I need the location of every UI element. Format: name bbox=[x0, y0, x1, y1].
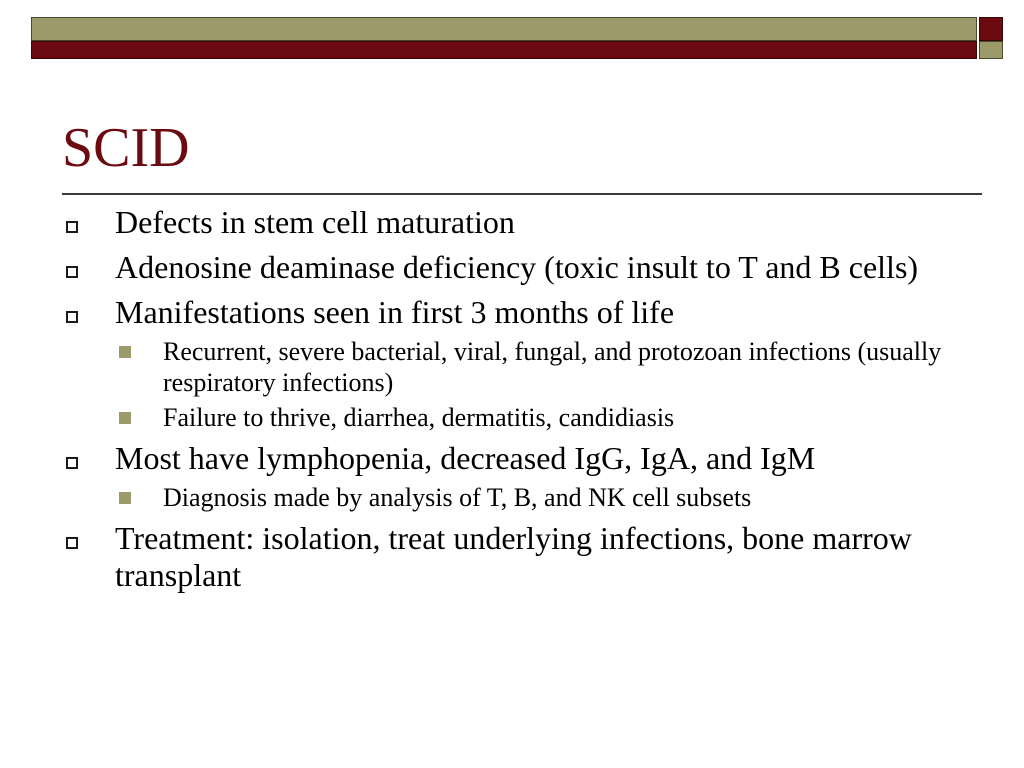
bullet-item bbox=[62, 294, 982, 331]
title-divider bbox=[62, 193, 982, 195]
hollow-square-bullet-icon bbox=[66, 457, 78, 469]
hollow-square-bullet-icon bbox=[66, 266, 78, 278]
header-square-olive bbox=[979, 41, 1003, 59]
bullet-text: Adenosine deaminase deficiency (toxic insult to T and B cells) bbox=[115, 249, 919, 285]
hollow-square-bullet-icon bbox=[66, 311, 78, 323]
sub-bullet-text: Diagnosis made by analysis of T, B, and NK cell subsets bbox=[163, 483, 752, 512]
bullet-item bbox=[62, 440, 982, 477]
sub-bullet-text: Recurrent, severe bacterial, viral, fungal, and protozoan infections (usually respiratory infections) bbox=[163, 337, 942, 397]
bullet-list bbox=[62, 204, 982, 602]
slide-title: SCID bbox=[62, 117, 190, 179]
header-bar-olive bbox=[31, 17, 977, 41]
bullet-item bbox=[62, 249, 982, 286]
filled-square-bullet-icon bbox=[119, 492, 131, 504]
header-bar-maroon bbox=[31, 41, 977, 59]
bullet-item bbox=[62, 204, 982, 241]
header-square-maroon bbox=[979, 17, 1003, 41]
hollow-square-bullet-icon bbox=[66, 537, 78, 549]
bullet-text: Treatment: isolation, treat underlying infections, bone marrow transplant bbox=[115, 520, 912, 593]
sub-bullet-item bbox=[62, 482, 982, 513]
filled-square-bullet-icon bbox=[119, 412, 131, 424]
bullet-text: Manifestations seen in first 3 months of life bbox=[115, 294, 675, 330]
bullet-text: Defects in stem cell maturation bbox=[115, 204, 515, 240]
bullet-text: Most have lymphopenia, decreased IgG, IgA, and IgM bbox=[115, 440, 816, 476]
bullet-item bbox=[62, 520, 982, 594]
hollow-square-bullet-icon bbox=[66, 221, 78, 233]
sub-bullet-item bbox=[62, 402, 982, 433]
filled-square-bullet-icon bbox=[119, 346, 131, 358]
sub-bullet-text: Failure to thrive, diarrhea, dermatitis, candidiasis bbox=[163, 403, 675, 432]
sub-bullet-item bbox=[62, 336, 982, 398]
